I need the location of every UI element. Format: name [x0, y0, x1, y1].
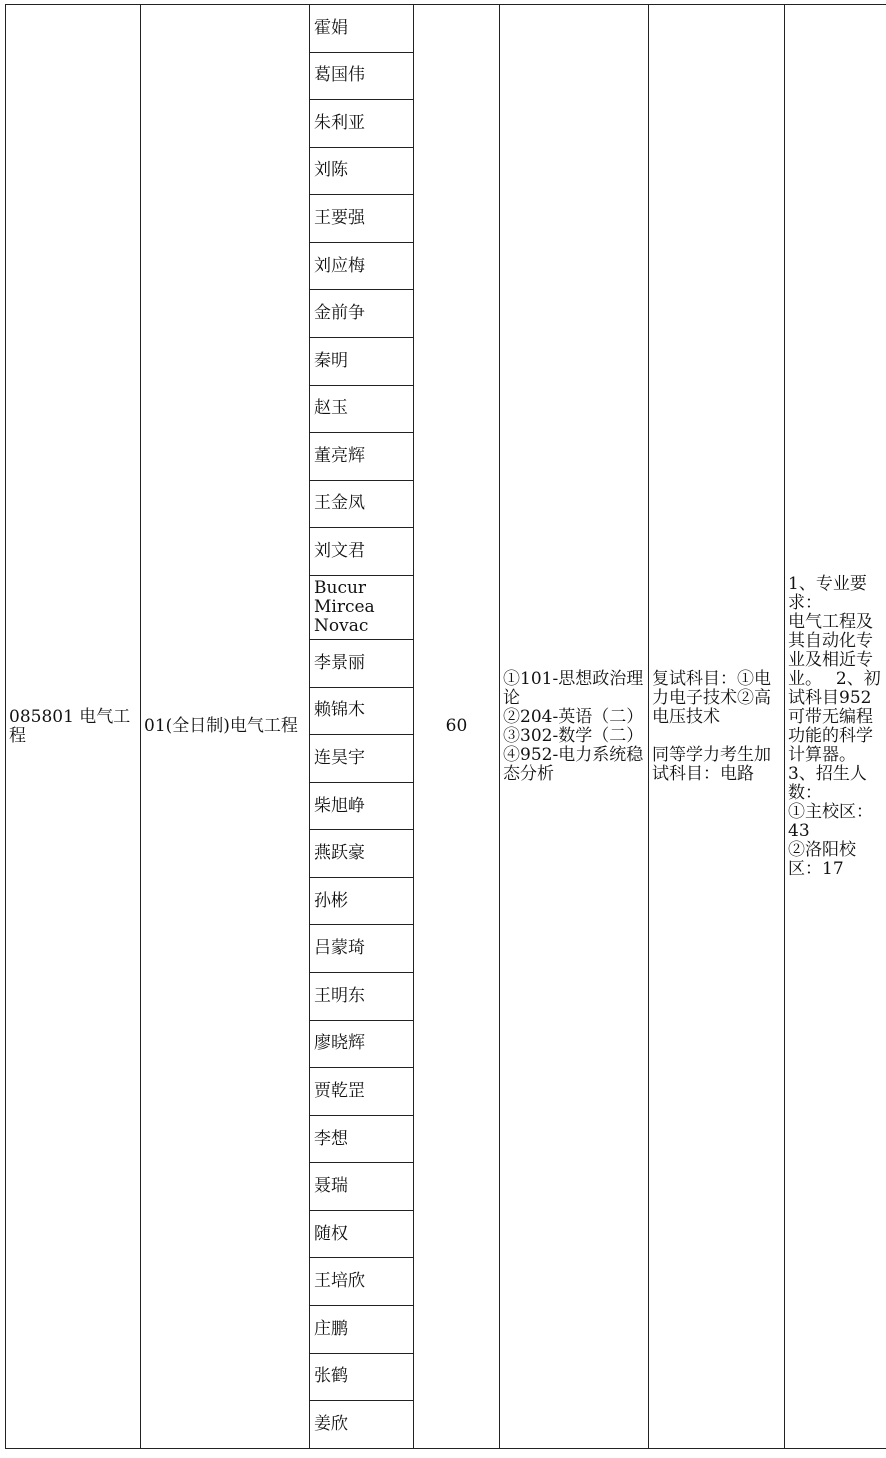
remark-item: 电气工程及其自动化专业及相近专业。 2、初试科目952可带无编程功能的科学计算器。: [788, 611, 881, 765]
direction-cell: [141, 5, 310, 1449]
supervisor-name: 王金凤: [314, 493, 365, 514]
supervisor-cell: [310, 1068, 414, 1116]
admission-table-page: [5, 4, 881, 1449]
supervisor-name: 李景丽: [314, 652, 365, 673]
spacer: [652, 727, 784, 746]
exam-subject-item: ②204-英语（二）: [503, 706, 644, 727]
remark-item: ②洛阳校区：17: [788, 839, 856, 879]
exam-subject-item: ④952-电力系统稳态分析: [503, 744, 644, 784]
supervisor-name: 贾乾罡: [314, 1080, 365, 1101]
supervisor-name: 刘应梅: [314, 255, 365, 276]
supervisor-name: 朱利亚: [314, 112, 365, 133]
supervisor-cell: [310, 830, 414, 878]
exam-subject-item: ③302-数学（二）: [503, 725, 644, 746]
extra-subjects: 同等学力考生加试科目：电路: [652, 744, 771, 784]
supervisor-cell: [310, 480, 414, 528]
supervisor-cell: [310, 1020, 414, 1068]
supervisor-name: Bucur Mircea Novac: [314, 577, 375, 636]
supervisor-cell: [310, 1353, 414, 1401]
supervisor-cell: [310, 337, 414, 385]
supervisor-name: 秦明: [314, 350, 348, 371]
major-text: 085801 电气工程: [9, 706, 131, 746]
supervisor-cell: [310, 687, 414, 735]
supervisor-name: 庄鹏: [314, 1318, 348, 1339]
supervisor-name: 霍娟: [314, 17, 348, 38]
supervisor-name: 柴旭峥: [314, 795, 365, 816]
supervisor-cell: [310, 1210, 414, 1258]
supervisor-cell: [310, 528, 414, 576]
supervisor-name: 燕跃豪: [314, 843, 365, 864]
supervisor-cell: [310, 1305, 414, 1353]
supervisor-cell: [310, 1401, 414, 1449]
retest-subjects: 复试科目：①电力电子技术②高电压技术: [652, 668, 771, 727]
major-cell: [6, 5, 141, 1449]
supervisor-cell: [310, 877, 414, 925]
supervisor-name: 随权: [314, 1223, 348, 1244]
supervisor-cell: [310, 735, 414, 783]
supervisor-cell: [310, 640, 414, 688]
supervisor-cell: [310, 575, 414, 639]
remarks-cell: [785, 5, 886, 1449]
supervisor-name: 王培欣: [314, 1271, 365, 1292]
exam-subjects-cell: [500, 5, 649, 1449]
supervisor-cell: [310, 290, 414, 338]
supervisor-name: 赖锦木: [314, 700, 365, 721]
supervisor-name: 廖晓辉: [314, 1033, 365, 1054]
supervisor-cell: [310, 52, 414, 100]
supervisor-cell: [310, 5, 414, 53]
supervisor-name: 王明东: [314, 985, 365, 1006]
supervisor-name: 王要强: [314, 208, 365, 229]
supervisor-cell: [310, 925, 414, 973]
admission-table: [5, 4, 886, 1449]
supervisor-cell: [310, 242, 414, 290]
supervisor-cell: [310, 100, 414, 148]
supervisor-cell: [310, 1163, 414, 1211]
exam-subject-item: ①101-思想政治理论: [503, 668, 644, 708]
supervisor-name: 聂瑞: [314, 1176, 348, 1197]
retest-cell: [649, 5, 785, 1449]
supervisor-name: 赵玉: [314, 398, 348, 419]
supervisor-name: 姜欣: [314, 1414, 348, 1435]
supervisor-name: 连昊宇: [314, 748, 365, 769]
supervisor-name: 金前争: [314, 303, 365, 324]
table-row: [6, 5, 886, 53]
enrollment-cell: [414, 5, 500, 1449]
supervisor-cell: [310, 1115, 414, 1163]
direction-text: 01(全日制)电气工程: [144, 716, 298, 736]
supervisor-name: 葛国伟: [314, 65, 365, 86]
enrollment-value: 60: [445, 716, 468, 736]
supervisor-cell: [310, 1258, 414, 1306]
remark-item: 1、专业要求：: [788, 573, 867, 613]
remark-item: 3、招生人数：: [788, 763, 867, 803]
supervisor-cell: [310, 147, 414, 195]
supervisor-cell: [310, 195, 414, 243]
supervisor-name: 孙彬: [314, 890, 348, 911]
supervisor-name: 董亮辉: [314, 445, 365, 466]
table-body: [6, 5, 886, 1449]
supervisor-cell: [310, 385, 414, 433]
supervisor-name: 张鹤: [314, 1366, 348, 1387]
supervisor-cell: [310, 782, 414, 830]
remark-item: ①主校区：43: [788, 801, 873, 841]
supervisor-name: 刘陈: [314, 160, 348, 181]
supervisor-name: 李想: [314, 1128, 348, 1149]
supervisor-name: 吕蒙琦: [314, 938, 365, 959]
supervisor-cell: [310, 433, 414, 481]
supervisor-cell: [310, 973, 414, 1021]
supervisor-name: 刘文君: [314, 540, 365, 561]
